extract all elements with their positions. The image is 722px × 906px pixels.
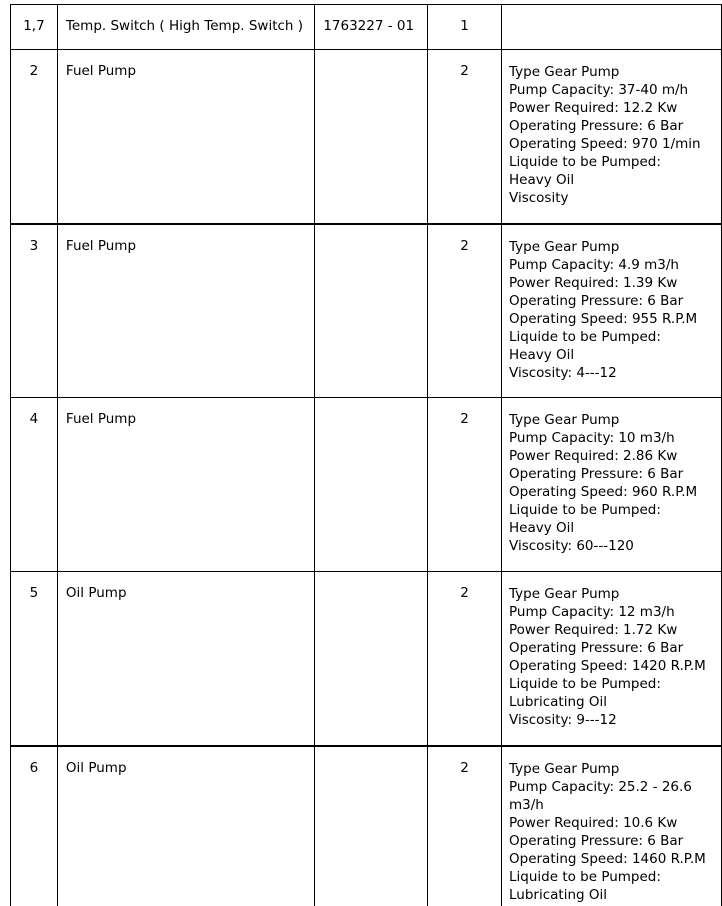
spec-line: Heavy Oil [509,520,575,536]
spec-line: Liquide to be Pumped: [509,676,661,692]
spec-line: Viscosity: 4---12 [509,364,617,381]
spec-line: Operating Speed: 960 R.P.M [509,484,698,500]
quantity-cell: 1 [428,5,502,50]
item-no-cell: 1,7 [11,5,58,50]
table-row [11,746,722,906]
quantity-cell: 2 [428,224,502,398]
spec-line: Operating Speed: 955 R.P.M [509,310,698,327]
spec-line: Type Gear Pump [509,586,620,602]
spec-line: Operating Pressure: 6 Bar [509,640,684,656]
table-row [11,224,722,398]
part-no-cell [315,398,428,572]
specification-cell [502,398,722,572]
item-no-cell: 3 [11,224,58,398]
spec-line: Liquide to be Pumped: [509,154,661,170]
spec-line: Liquide to be Pumped: [509,868,661,885]
part-no-cell [315,572,428,746]
spec-line: Viscosity: 60---120 [509,538,634,554]
spec-line: Operating Pressure: 6 Bar [509,118,684,134]
quantity-cell: 2 [428,572,502,746]
spec-line: Heavy Oil [509,172,575,188]
table-row [11,5,722,50]
quantity-cell: 2 [428,746,502,906]
spec-line: Pump Capacity: 10 m3/h [509,430,675,446]
quantity-cell: 2 [428,398,502,572]
spec-line: Viscosity: 9---12 [509,712,617,728]
specification-cell [502,5,722,50]
specification-cell [502,50,722,224]
spec-line: Operating Pressure: 6 Bar [509,466,684,482]
spec-line: Lubricating Oil [509,694,607,710]
spec-line: Lubricating Oil [509,886,607,903]
parts-table-body [11,5,722,906]
spec-line: Liquide to be Pumped: [509,328,661,345]
table-row [11,572,722,746]
spec-line: Type Gear Pump [509,760,620,777]
spec-line: Power Required: 2.86 Kw [509,448,678,464]
spec-line: Pump Capacity: 37-40 m/h [509,82,689,98]
spec-line: Type Gear Pump [509,238,620,255]
spec-line: Operating Speed: 1420 R.P.M [509,658,706,674]
spec-line: Power Required: 1.39 Kw [509,274,678,291]
item-no-cell: 5 [11,572,58,746]
parts-table [10,4,722,906]
spec-line: Pump Capacity: 25.2 - 26.6 [509,778,692,795]
part-no-cell [315,50,428,224]
spec-line: Power Required: 12.2 Kw [509,100,678,116]
item-no-cell: 2 [11,50,58,224]
description-cell: Fuel Pump [57,50,314,224]
description-cell: Fuel Pump [57,224,314,398]
table-row [11,398,722,572]
spec-line: Viscosity [509,190,569,206]
description-cell: Oil Pump [57,572,314,746]
item-no-cell: 4 [11,398,58,572]
description-cell: Temp. Switch ( High Temp. Switch ) [57,5,314,50]
spec-line: Type Gear Pump [509,64,620,80]
spec-line: Operating Pressure: 6 Bar [509,292,684,309]
part-no-cell [315,224,428,398]
spec-line: Type Gear Pump [509,412,620,428]
quantity-cell: 2 [428,50,502,224]
spec-line: Operating Speed: 970 1/min [509,136,701,152]
part-no-cell: 1763227 - 01 [315,5,428,50]
spec-line: Heavy Oil [509,346,575,363]
table-row [11,50,722,224]
description-cell: Fuel Pump [57,398,314,572]
spec-line: Operating Speed: 1460 R.P.M [509,850,706,867]
spec-line: Power Required: 1.72 Kw [509,622,678,638]
spec-line: Pump Capacity: 12 m3/h [509,604,675,620]
specification-cell [502,746,722,906]
description-cell: Oil Pump [57,746,314,906]
spec-line: m3/h [509,796,544,813]
item-no-cell: 6 [11,746,58,906]
spec-line: Power Required: 10.6 Kw [509,814,678,831]
spec-line: Liquide to be Pumped: [509,502,661,518]
spec-line: Operating Pressure: 6 Bar [509,832,684,849]
spec-line: Pump Capacity: 4.9 m3/h [509,256,679,273]
specification-cell [502,224,722,398]
specification-cell [502,572,722,746]
part-no-cell [315,746,428,906]
